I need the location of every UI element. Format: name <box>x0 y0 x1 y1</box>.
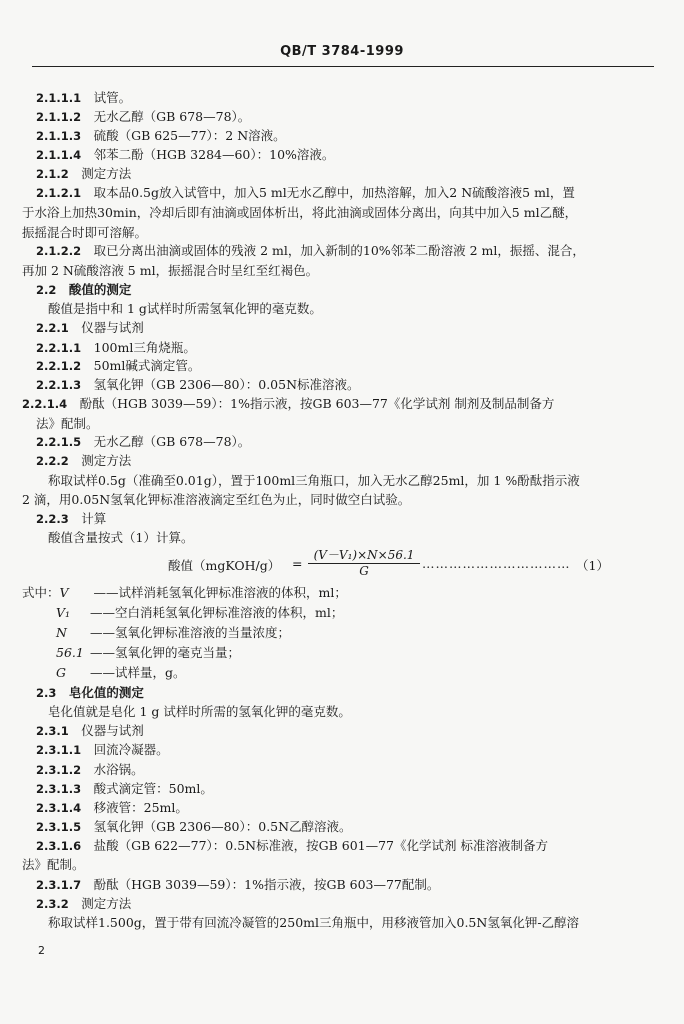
text-line <box>48 704 351 720</box>
text-line <box>36 243 585 259</box>
clause-text: 皂化值就是皂化 1 g 试样时所需的氢氧化钾的毫克数。 <box>48 704 351 719</box>
formula <box>168 548 608 578</box>
variable-symbol: V <box>59 585 69 600</box>
text-line <box>36 819 352 835</box>
clause-text: 试管。 <box>93 90 132 105</box>
clause-text: 2 滴，用0.05N氢氧化钾标准溶液滴定至红色为止，同时做空白试验。 <box>22 492 411 507</box>
text-line <box>48 530 193 546</box>
clause-number: 2.2 <box>36 283 57 297</box>
text-line <box>36 282 131 298</box>
formula-numerator: (V－V₁)×N×56.1 <box>308 548 420 564</box>
clause-number: 2.3.2 <box>36 897 69 911</box>
clause-text: 无水乙醇（GB 678—78）。 <box>93 109 251 124</box>
clause-text: 测定方法 <box>81 453 132 468</box>
text-line <box>36 147 334 163</box>
clause-text: 仪器与试剂 <box>81 723 144 738</box>
clause-number: 2.1.2 <box>36 167 69 181</box>
formula-equals: = <box>292 556 303 571</box>
clause-number: 2.2.1.2 <box>36 359 82 373</box>
variable-description: ——试样量，g。 <box>90 665 186 680</box>
text-line <box>22 205 577 221</box>
text-line <box>36 781 213 797</box>
text-line <box>36 434 250 450</box>
clause-text: 测定方法 <box>81 896 132 911</box>
text-line <box>36 838 548 854</box>
clause-text: 氢氧化钾（GB 2306—80）：0.5N乙醇溶液。 <box>93 819 352 834</box>
clause-text: 法》配制。 <box>36 416 99 431</box>
clause-number: 2.1.1.4 <box>36 148 82 162</box>
text-line <box>36 896 131 912</box>
clause-text: 酚酞（HGB 3039—59）：1%指示液，按GB 603—77《化学试剂 制剂及制品制备方 <box>79 396 555 411</box>
clause-text: 振摇混合时即可溶解。 <box>22 225 148 240</box>
clause-text: 酸值的测定 <box>68 282 132 297</box>
variable-description: ——氢氧化钾标准溶液的当量浓度； <box>90 625 291 640</box>
clause-text: 50ml碱式滴定管。 <box>93 358 201 373</box>
clause-text: 取已分离出油滴或固体的残液 2 ml，加入新制的10%邻苯二酚溶液 2 ml，振摇、混合， <box>93 243 585 258</box>
variable-description: ——空白消耗氢氧化钾标准溶液的体积，ml； <box>90 605 344 620</box>
clause-number: 2.2.3 <box>36 512 69 526</box>
clause-text: 测定方法 <box>81 166 132 181</box>
clause-text: 酚酞（HGB 3039—59）：1%指示液，按GB 603—77配制。 <box>93 877 440 892</box>
clause-text: 仪器与试剂 <box>81 320 144 335</box>
formula-lhs: 酸值（mgKOH/g） <box>168 558 281 573</box>
formula-leader-dots: …………………………… <box>422 556 571 571</box>
clause-text: 酸值含量按式（1）计算。 <box>48 530 194 545</box>
text-line <box>36 511 106 527</box>
text-line <box>36 358 200 374</box>
text-line <box>36 90 131 106</box>
text-line <box>36 685 144 701</box>
clause-number: 2.2.1 <box>36 321 69 335</box>
clause-text: 于水浴上加热30min，冷却后即有油滴或固体析出，将此油滴或固体分离出，向其中加入5 ml乙醚， <box>22 205 578 220</box>
variable-definition <box>56 625 290 641</box>
variable-symbol: G <box>56 665 66 680</box>
page-header: QB/T 3784-1999 <box>280 44 404 59</box>
clause-text: 回流冷凝器。 <box>93 742 169 757</box>
text-line <box>36 742 169 758</box>
clause-text: 称取试样0.5g（准确至0.01g），置于100ml三角瓶口，加入无水乙醇25ml，加 1 %酚酞指示液 <box>48 473 580 488</box>
text-line <box>36 128 286 144</box>
text-line <box>36 320 144 336</box>
clause-text: 皂化值的测定 <box>68 685 144 700</box>
clause-number: 2.1.1.1 <box>36 91 82 105</box>
clause-text: 硫酸（GB 625—77）：2 N溶液。 <box>93 128 286 143</box>
formula-fraction <box>308 548 420 578</box>
clause-number: 2.2.1.5 <box>36 435 82 449</box>
clause-number: 2.3.1.6 <box>36 839 82 853</box>
text-line <box>36 453 131 469</box>
text-line <box>36 340 196 356</box>
text-line <box>48 915 579 931</box>
text-line <box>36 185 575 201</box>
text-line <box>22 263 318 279</box>
text-line <box>22 225 147 241</box>
clause-text: 称取试样1.500g，置于带有回流冷凝管的250ml三角瓶中，用移液管加入0.5N氢氧化钾-乙醇溶 <box>48 915 580 930</box>
clause-number: 2.1.1.3 <box>36 129 82 143</box>
text-line <box>36 877 439 893</box>
clause-number: 2.3.1.7 <box>36 878 82 892</box>
variable-symbol: 56.1 <box>56 645 84 660</box>
text-line <box>22 396 554 412</box>
text-line <box>22 857 85 873</box>
formula-equation-number: （1） <box>576 558 609 573</box>
clause-number: 2.2.1.4 <box>22 397 68 411</box>
clause-number: 2.1.1.2 <box>36 110 82 124</box>
clause-number: 2.1.2.2 <box>36 244 82 258</box>
clause-text: 盐酸（GB 622—77）：0.5N标准液，按GB 601—77《化学试剂 标准溶液制备方 <box>93 838 548 853</box>
clause-text: 无水乙醇（GB 678—78）。 <box>93 434 251 449</box>
clause-text: 法》配制。 <box>22 857 85 872</box>
clause-number: 2.2.1.1 <box>36 341 82 355</box>
where-prefix: 式中： <box>22 585 60 600</box>
clause-text: 计算 <box>81 511 107 526</box>
clause-text: 酸式滴定管：50ml。 <box>93 781 213 796</box>
text-line <box>48 473 580 489</box>
page-number: 2 <box>38 944 45 957</box>
variable-definition <box>56 645 240 661</box>
text-line <box>36 762 144 778</box>
text-line <box>22 492 410 508</box>
text-line <box>36 166 131 182</box>
header-rule <box>32 66 654 67</box>
clause-number: 2.3 <box>36 686 57 700</box>
variable-definition <box>22 585 347 601</box>
clause-number: 2.1.2.1 <box>36 186 82 200</box>
clause-number: 2.2.2 <box>36 454 69 468</box>
clause-text: 氢氧化钾（GB 2306—80）：0.05N标准溶液。 <box>93 377 360 392</box>
formula-denominator: G <box>359 564 369 578</box>
clause-number: 2.3.1 <box>36 724 69 738</box>
variable-description: ——试样消耗氢氧化钾标准溶液的体积，ml； <box>93 585 347 600</box>
clause-text: 邻苯二酚（HGB 3284—60）：10%溶液。 <box>93 147 335 162</box>
text-line <box>36 416 99 432</box>
text-line <box>36 800 188 816</box>
text-line <box>36 109 250 125</box>
clause-text: 100ml三角烧瓶。 <box>93 340 196 355</box>
clause-number: 2.3.1.2 <box>36 763 82 777</box>
text-line <box>36 377 360 393</box>
variable-symbol: N <box>56 625 67 640</box>
clause-number: 2.3.1.5 <box>36 820 82 834</box>
variable-symbol: V₁ <box>56 605 71 620</box>
clause-number: 2.3.1.3 <box>36 782 82 796</box>
variable-definition <box>56 605 343 621</box>
clause-number: 2.2.1.3 <box>36 378 82 392</box>
clause-number: 2.3.1.1 <box>36 743 82 757</box>
variable-description: ——氢氧化钾的毫克当量； <box>90 645 241 660</box>
clause-text: 移液管：25ml。 <box>93 800 188 815</box>
clause-text: 取本品0.5g放入试管中，加入5 ml无水乙醇中，加热溶解，加入2 N硫酸溶液5 ml，置 <box>93 185 575 200</box>
variable-definition <box>56 665 186 681</box>
text-line <box>36 723 144 739</box>
text-line <box>48 301 322 317</box>
clause-number: 2.3.1.4 <box>36 801 82 815</box>
clause-text: 再加 2 N硫酸溶液 5 ml，振摇混合时呈红至红褐色。 <box>22 263 319 278</box>
clause-text: 水浴锅。 <box>93 762 144 777</box>
clause-text: 酸值是指中和 1 g试样时所需氢氧化钾的毫克数。 <box>48 301 322 316</box>
